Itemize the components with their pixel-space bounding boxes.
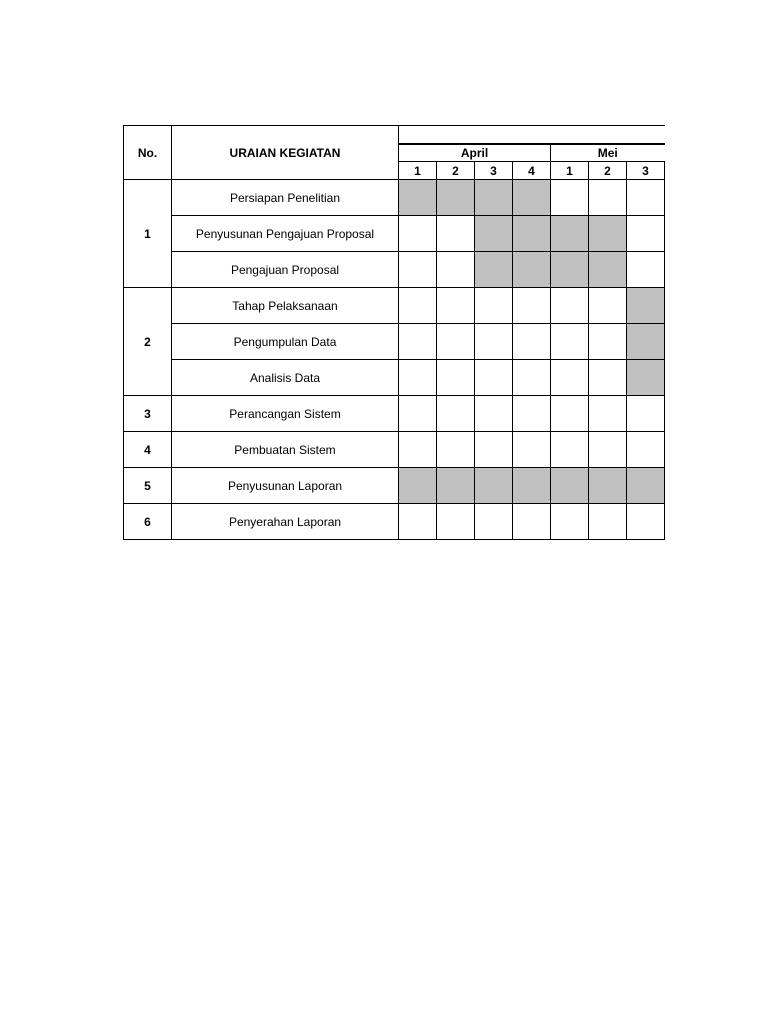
week-cell <box>437 504 475 540</box>
week-cell <box>437 216 475 252</box>
week-cell <box>589 180 627 216</box>
week-cell-active <box>513 216 551 252</box>
week-cell <box>399 252 437 288</box>
week-cell <box>475 504 513 540</box>
table-header <box>124 126 665 180</box>
week-cell <box>513 396 551 432</box>
week-cell <box>551 432 589 468</box>
week-cell <box>627 432 665 468</box>
activity-name: Pengajuan Proposal <box>172 252 399 288</box>
week-cell <box>399 288 437 324</box>
week-cell <box>513 432 551 468</box>
header-activity: URAIAN KEGIATAN <box>172 126 399 180</box>
row-number: 2 <box>124 288 172 396</box>
week-cell-active <box>475 180 513 216</box>
table-row <box>124 180 665 216</box>
row-number: 1 <box>124 180 172 288</box>
week-cell <box>513 360 551 396</box>
table-row <box>124 360 665 396</box>
week-cell-active <box>589 216 627 252</box>
week-cell <box>437 252 475 288</box>
activity-name: Penyusunan Pengajuan Proposal <box>172 216 399 252</box>
table-row <box>124 324 665 360</box>
row-number: 5 <box>124 468 172 504</box>
week-header-april-3: 3 <box>475 162 513 180</box>
table-row <box>124 504 665 540</box>
week-cell <box>589 360 627 396</box>
week-cell <box>513 288 551 324</box>
table-body <box>124 180 665 540</box>
week-cell-active <box>627 324 665 360</box>
week-cell-active <box>551 216 589 252</box>
week-cell <box>627 180 665 216</box>
header-timeline-top <box>399 126 665 144</box>
week-cell <box>399 324 437 360</box>
month-header-mei: Mei <box>551 144 665 162</box>
week-cell <box>513 504 551 540</box>
week-cell <box>437 432 475 468</box>
week-cell-active <box>399 180 437 216</box>
week-cell <box>589 324 627 360</box>
activity-name: Pengumpulan Data <box>172 324 399 360</box>
week-cell-active <box>513 180 551 216</box>
week-cell-active <box>589 252 627 288</box>
week-cell-active <box>437 180 475 216</box>
week-cell-active <box>475 468 513 504</box>
week-cell <box>513 324 551 360</box>
week-cell <box>399 504 437 540</box>
week-cell <box>589 288 627 324</box>
week-cell <box>551 324 589 360</box>
week-cell <box>551 180 589 216</box>
week-cell <box>399 396 437 432</box>
month-header-april: April <box>399 144 551 162</box>
week-cell <box>627 216 665 252</box>
table-row <box>124 252 665 288</box>
week-cell <box>589 504 627 540</box>
activity-name: Analisis Data <box>172 360 399 396</box>
week-cell-active <box>513 252 551 288</box>
activity-name: Pembuatan Sistem <box>172 432 399 468</box>
week-cell-active <box>437 468 475 504</box>
table-row <box>124 432 665 468</box>
week-cell-active <box>513 468 551 504</box>
week-cell <box>399 360 437 396</box>
week-cell <box>437 396 475 432</box>
week-cell <box>475 396 513 432</box>
week-header-april-1: 1 <box>399 162 437 180</box>
week-cell <box>437 360 475 396</box>
week-cell-active <box>627 288 665 324</box>
week-cell <box>475 360 513 396</box>
activity-name: Penyusunan Laporan <box>172 468 399 504</box>
week-cell <box>475 324 513 360</box>
schedule-table <box>123 125 665 540</box>
row-number: 4 <box>124 432 172 468</box>
week-cell-active <box>627 468 665 504</box>
week-cell <box>475 288 513 324</box>
table-row <box>124 288 665 324</box>
week-cell <box>627 504 665 540</box>
week-cell <box>437 288 475 324</box>
week-header-mei-2: 2 <box>589 162 627 180</box>
table-row <box>124 468 665 504</box>
week-cell <box>551 288 589 324</box>
week-cell <box>399 216 437 252</box>
header-no: No. <box>124 126 172 180</box>
week-cell-active <box>475 252 513 288</box>
activity-name: Tahap Pelaksanaan <box>172 288 399 324</box>
week-header-april-2: 2 <box>437 162 475 180</box>
activity-name: Penyerahan Laporan <box>172 504 399 540</box>
week-cell <box>437 324 475 360</box>
row-number: 6 <box>124 504 172 540</box>
week-cell-active <box>399 468 437 504</box>
week-cell-active <box>551 468 589 504</box>
week-cell-active <box>627 360 665 396</box>
week-cell <box>551 396 589 432</box>
week-cell <box>399 432 437 468</box>
week-header-mei-1: 1 <box>551 162 589 180</box>
activity-name: Perancangan Sistem <box>172 396 399 432</box>
week-cell <box>627 252 665 288</box>
activity-name: Persiapan Penelitian <box>172 180 399 216</box>
week-cell-active <box>475 216 513 252</box>
table-row <box>124 216 665 252</box>
week-cell <box>589 432 627 468</box>
week-cell-active <box>589 468 627 504</box>
table-row <box>124 396 665 432</box>
week-cell <box>627 396 665 432</box>
week-cell <box>589 396 627 432</box>
week-header-mei-3: 3 <box>627 162 665 180</box>
row-number: 3 <box>124 396 172 432</box>
week-cell <box>551 504 589 540</box>
week-cell <box>551 360 589 396</box>
week-cell-active <box>551 252 589 288</box>
week-cell <box>475 432 513 468</box>
week-header-april-4: 4 <box>513 162 551 180</box>
